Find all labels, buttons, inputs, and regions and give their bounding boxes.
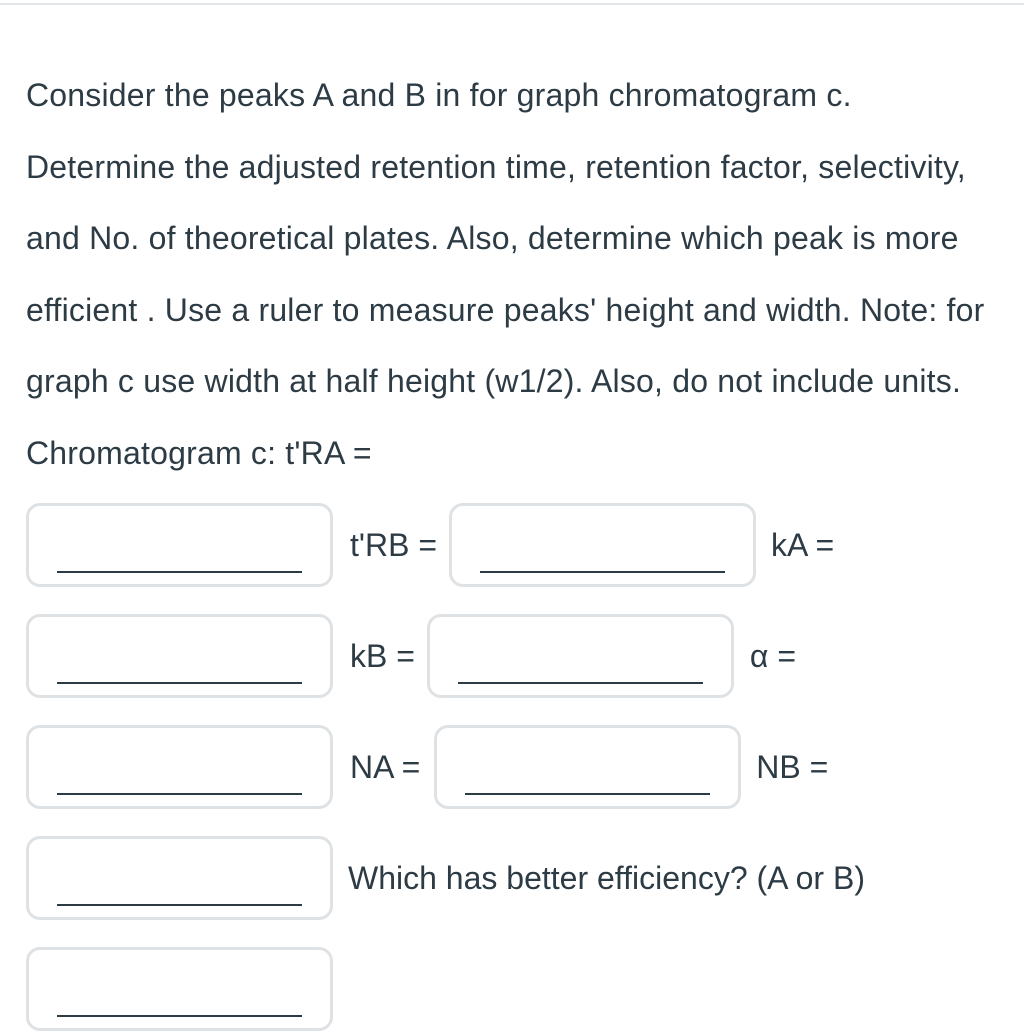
nb-answer-input[interactable] xyxy=(26,836,333,920)
input-underline xyxy=(480,571,725,573)
ka-label: kA = xyxy=(771,526,835,563)
answer-row-1 xyxy=(26,502,834,588)
efficiency-question-label: Which has better efficiency? (A or B) xyxy=(348,859,865,896)
na-label: NA = xyxy=(350,748,421,785)
na-answer-input[interactable] xyxy=(434,725,741,809)
answer-row-5 xyxy=(26,946,333,1032)
input-underline xyxy=(57,793,302,795)
tra-answer-input[interactable] xyxy=(26,503,333,587)
input-underline xyxy=(465,793,710,795)
input-underline xyxy=(57,904,302,906)
answer-row-3 xyxy=(26,724,828,810)
answer-row-2 xyxy=(26,613,796,699)
input-underline xyxy=(57,682,302,684)
input-underline xyxy=(458,682,703,684)
kb-label: kB = xyxy=(350,637,415,674)
input-underline xyxy=(57,571,302,573)
efficiency-answer-input[interactable] xyxy=(26,947,333,1031)
kb-answer-input[interactable] xyxy=(427,614,734,698)
trb-label: t'RB = xyxy=(350,526,438,563)
answer-row-4 xyxy=(26,835,865,921)
nb-label: NB = xyxy=(756,748,829,785)
alpha-answer-input[interactable] xyxy=(26,725,333,809)
alpha-label: α = xyxy=(749,637,796,674)
top-divider xyxy=(0,3,1024,5)
question-text: Consider the peaks A and B in for graph chromatogram c. Determine the adjusted retention time, retention factor, selectivity, and No. of theoretical plates. Also, determine which peak is more efficient . Use a ruler to measure peaks' height and width. Note: for graph c use width at half height (w1/2). Also, do not include units. Chromatogram c: t'RA = xyxy=(26,77,985,471)
input-underline xyxy=(57,1015,302,1017)
ka-answer-input[interactable] xyxy=(26,614,333,698)
trb-answer-input[interactable] xyxy=(449,503,756,587)
